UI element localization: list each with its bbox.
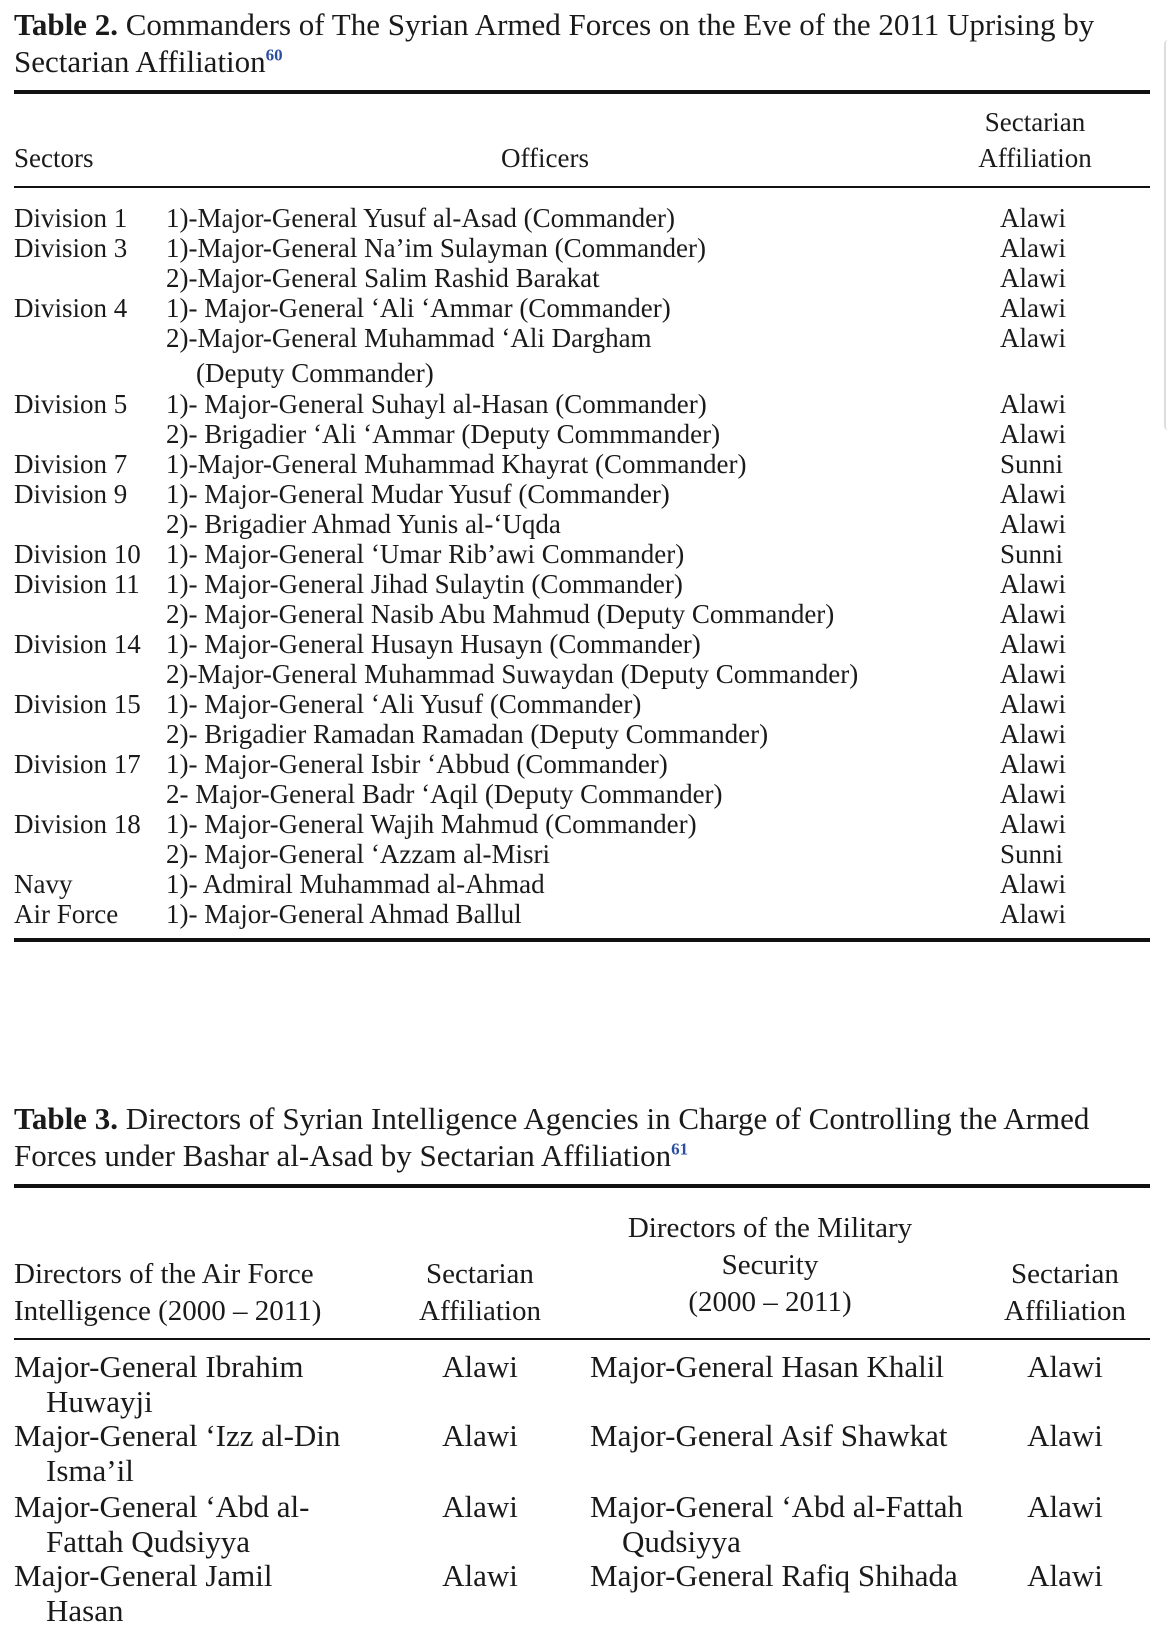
military-director-line1: Major-General Rafiq Shihada [590,1558,958,1593]
table2-header-rule [14,186,1150,188]
officer-cell: 1)- Major-General Wajih Mahmud (Commander) [166,809,697,839]
officer-cell: 2)-Major-General Muhammad ‘Ali Dargham [166,323,652,353]
military-director-cell [590,1489,1010,1559]
officer-cell: (Deputy Commander) [196,358,434,388]
table2-header-sectors: Sectors [14,143,94,173]
table3-header-military-security [590,1210,950,1321]
sector-cell: Division 7 [14,449,128,479]
affiliation-cell: Alawi [1000,749,1066,779]
sector-cell: Division 3 [14,233,128,263]
sector-cell: Division 11 [14,569,140,599]
table2-bottom-rule [14,938,1150,942]
table-row [0,689,1170,719]
affiliation-cell: Alawi [1000,719,1066,749]
table-row [0,749,1170,779]
officer-cell: 1)- Major-General Mudar Yusuf (Commander) [166,479,670,509]
affiliation-cell: Alawi [1027,1558,1103,1593]
table-row [0,389,1170,419]
officer-cell: 2)- Brigadier Ahmad Yunis al-‘Uqda [166,509,561,539]
sector-cell: Division 10 [14,539,141,569]
air-force-director-line1: Major-General Ibrahim [14,1349,304,1384]
affiliation-cell: Alawi [442,1489,518,1524]
table2-header-affiliation-line2: Affiliation [978,143,1092,173]
table3-header-affiliation-2-line2: Affiliation [1004,1295,1126,1327]
table-row [0,809,1170,839]
officer-cell: 1)-Major-General Muhammad Khayrat (Commander) [166,449,747,479]
affiliation-cell: Alawi [1027,1418,1103,1453]
table2-header-officers: Officers [501,143,589,173]
affiliation-cell: Alawi [442,1349,518,1384]
table3-header-affiliation-1-line1: Sectarian [426,1258,534,1290]
affiliation-cell: Alawi [1000,509,1066,539]
table-row [0,569,1170,599]
affiliation-cell: Sunni [1000,539,1064,569]
affiliation-cell: Alawi [1000,569,1066,599]
table2-label: Table 2. [14,7,118,42]
sector-cell: Division 14 [14,629,141,659]
sector-cell: Division 9 [14,479,128,509]
table-row [0,599,1170,629]
sector-cell: Division 18 [14,809,141,839]
table3-header-military-line3: (2000 – 2011) [688,1286,852,1318]
table-row [0,233,1170,263]
table-row [0,659,1170,689]
sector-cell: Air Force [14,899,119,929]
affiliation-cell: Alawi [1000,419,1066,449]
table3-header-affiliation-1-line2: Affiliation [419,1295,541,1327]
officer-cell: 1)-Major-General Na’im Sulayman (Commander) [166,233,707,263]
officer-cell: 1)- Major-General Isbir ‘Abbud (Commander) [166,749,668,779]
table-row [0,539,1170,569]
air-force-director-line1: Major-General Jamil [14,1558,273,1593]
air-force-director-cell [14,1418,404,1488]
affiliation-cell: Alawi [1000,659,1066,689]
affiliation-cell: Alawi [1000,689,1066,719]
table2-header-affiliation-line1: Sectarian [984,107,1086,137]
table-row [0,358,1170,388]
table3-top-rule [14,1184,1150,1188]
table-row [0,419,1170,449]
table3-header-air-force-line2: Intelligence (2000 – 2011) [14,1295,322,1327]
military-director-line1: Major-General Hasan Khalil [590,1349,945,1384]
affiliation-cell: Alawi [1000,809,1066,839]
table-row [0,899,1170,929]
affiliation-cell: Alawi [1000,629,1066,659]
officer-cell: 1)- Admiral Muhammad al-Ahmad [166,869,545,899]
air-force-director-cell [14,1489,404,1559]
affiliation-cell: Alawi [442,1558,518,1593]
table3-caption [14,1100,1154,1174]
affiliation-cell: Alawi [1027,1349,1103,1384]
officer-cell: 1)-Major-General Yusuf al-Asad (Commander) [166,203,676,233]
table3-header-air-force-line1: Directors of the Air Force [14,1258,314,1290]
affiliation-cell: Alawi [1000,479,1066,509]
military-director-cell [590,1418,1010,1453]
table-row [0,719,1170,749]
affiliation-cell: Alawi [1000,293,1066,323]
affiliation-cell: Alawi [442,1418,518,1453]
officer-cell: 2)-Major-General Salim Rashid Barakat [166,263,600,293]
table-row [0,839,1170,869]
officer-cell: 2)- Brigadier ‘Ali ‘Ammar (Deputy Commmander) [166,419,721,449]
sector-cell: Division 4 [14,293,128,323]
table3-header-military-line1: Directors of the Military [627,1212,913,1244]
military-director-line1: Major-General ‘Abd al-Fattah [590,1489,963,1524]
air-force-director-cell [14,1558,404,1628]
affiliation-cell: Alawi [1000,869,1066,899]
military-director-line1: Major-General Asif Shawkat [590,1418,948,1453]
air-force-director-line2: Fattah Qudsiyya [46,1524,251,1559]
affiliation-cell: Alawi [1000,599,1066,629]
table-row [0,779,1170,809]
air-force-director-line2: Hasan [46,1593,124,1628]
officer-cell: 1)- Major-General Ahmad Ballul [166,899,522,929]
table2-footnote-ref[interactable]: 60 [265,45,283,65]
table-row [0,479,1170,509]
table-row [0,293,1170,323]
officer-cell: 1)- Major-General Suhayl al-Hasan (Commander) [166,389,707,419]
sector-cell: Division 17 [14,749,141,779]
officer-cell: 1)- Major-General Husayn Husayn (Commander) [166,629,701,659]
affiliation-cell: Alawi [1000,779,1066,809]
table2-header-affiliation [960,104,1110,176]
table-row [0,263,1170,293]
table-row [0,449,1170,479]
table3-header-air-force [14,1256,374,1330]
air-force-director-line1: Major-General ‘Abd al- [14,1489,310,1524]
affiliation-cell: Alawi [1027,1489,1103,1524]
military-director-cell [590,1349,1010,1384]
air-force-director-cell [14,1349,404,1419]
table-row [0,629,1170,659]
table3-label: Table 3. [14,1101,118,1136]
table-row [0,869,1170,899]
sector-cell: Division 5 [14,389,128,419]
affiliation-cell: Sunni [1000,839,1064,869]
table2-top-rule [14,90,1150,94]
table3-title: Directors of Syrian Intelligence Agencies in Charge of Controlling the Armed Forces under Bashar al-Asad by Sectarian Affiliation [14,1101,1090,1173]
affiliation-cell: Alawi [1000,389,1066,419]
sector-cell: Division 1 [14,203,128,233]
table3-header-affiliation-1 [405,1256,555,1330]
affiliation-cell: Alawi [1000,899,1066,929]
officer-cell: 1)- Major-General Jihad Sulaytin (Commander) [166,569,683,599]
officer-cell: 2)- Brigadier Ramadan Ramadan (Deputy Commander) [166,719,769,749]
affiliation-cell: Alawi [1000,263,1066,293]
affiliation-cell: Alawi [1000,233,1066,263]
officer-cell: 1)- Major-General ‘Ali Yusuf (Commander) [166,689,642,719]
table2-title: Commanders of The Syrian Armed Forces on the Eve of the 2011 Uprising by Sectarian Affiliation [14,7,1095,79]
air-force-director-line1: Major-General ‘Izz al-Din [14,1418,341,1453]
affiliation-cell: Sunni [1000,449,1064,479]
officer-cell: 2)- Major-General Nasib Abu Mahmud (Deputy Commander) [166,599,835,629]
table3-footnote-ref[interactable]: 61 [671,1139,689,1159]
sector-cell: Navy [14,869,73,899]
table3-header-rule [14,1338,1150,1340]
officer-cell: 1)- Major-General ‘Ali ‘Ammar (Commander) [166,293,671,323]
table-row [0,203,1170,233]
table3-header-affiliation-2 [990,1256,1140,1330]
officer-cell: 1)- Major-General ‘Umar Rib’awi Commander) [166,539,685,569]
table-row [0,509,1170,539]
air-force-director-line2: Huwayji [46,1384,153,1419]
officer-cell: 2)-Major-General Muhammad Suwaydan (Deputy Commander) [166,659,859,689]
officer-cell: 2- Major-General Badr ‘Aqil (Deputy Commander) [166,779,723,809]
table2-caption [14,6,1154,80]
air-force-director-line2: Isma’il [46,1453,134,1488]
affiliation-cell: Alawi [1000,203,1066,233]
officer-cell: 2)- Major-General ‘Azzam al-Misri [166,839,551,869]
table3-header-affiliation-2-line1: Sectarian [1011,1258,1119,1290]
military-director-cell [590,1558,1010,1593]
scrollbar-edge[interactable] [1164,40,1170,430]
affiliation-cell: Alawi [1000,323,1066,353]
sector-cell: Division 15 [14,689,141,719]
military-director-line2: Qudsiyya [622,1524,741,1559]
table-row [0,323,1170,353]
table3-header-military-line2: Security [721,1249,819,1281]
